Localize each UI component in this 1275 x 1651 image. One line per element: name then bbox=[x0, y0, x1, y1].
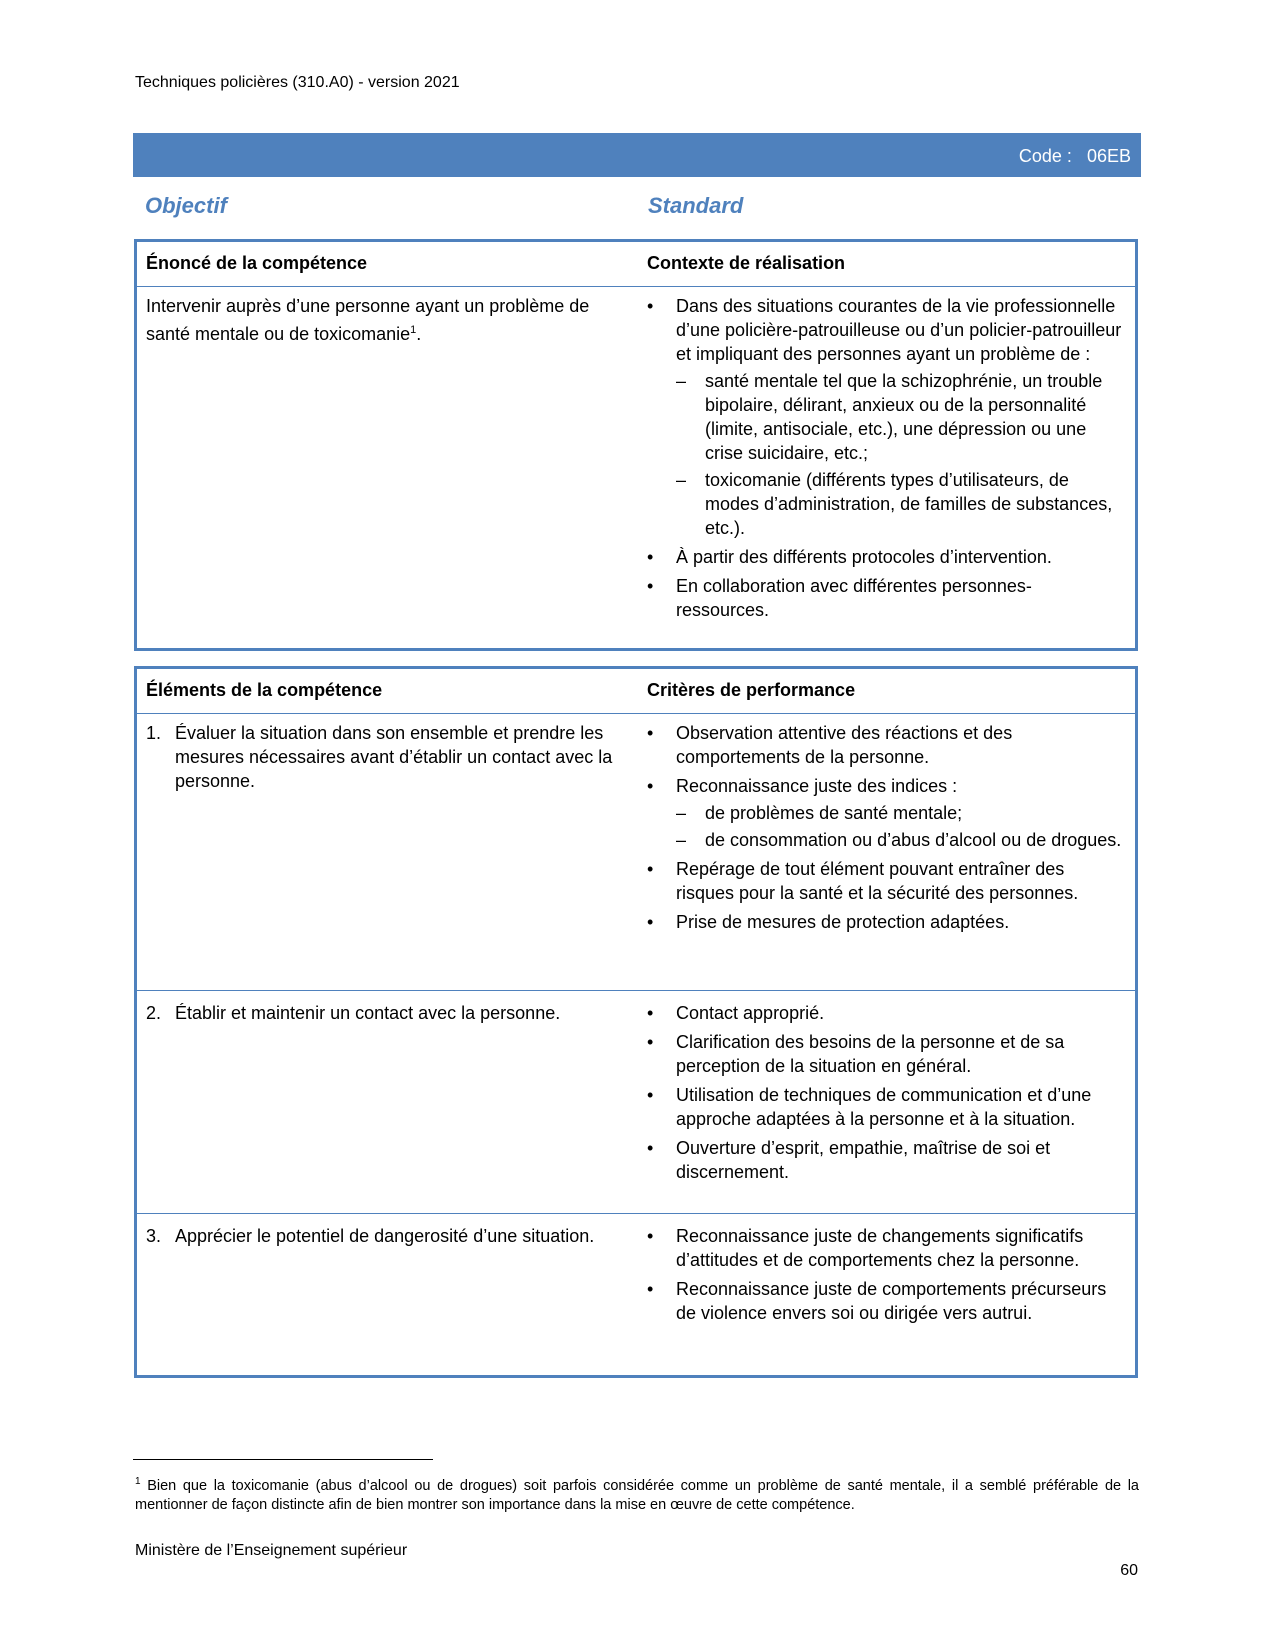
element-text: Apprécier le potentiel de dangerosité d’une situation. bbox=[175, 1226, 595, 1246]
footnote-ref: 1 bbox=[410, 324, 417, 336]
footnote bbox=[135, 1472, 1139, 1515]
row-divider bbox=[137, 990, 1135, 991]
list-item: • Reconnaissance juste de changements significatifs d’attitudes et de comportements chez la personne. bbox=[647, 1224, 1122, 1272]
table-row-element-1 bbox=[146, 721, 616, 793]
competence-table-header bbox=[137, 242, 1135, 287]
list-item: – de consommation ou d’abus d’alcool ou de drogues. bbox=[676, 828, 1122, 852]
section-standard: Standard bbox=[648, 193, 744, 218]
list-item: – de problèmes de santé mentale; bbox=[676, 801, 1122, 825]
competence-statement-text: Intervenir auprès d’une personne ayant un problème de santé mentale ou de toxicomanie bbox=[146, 296, 590, 344]
criteria-list-2 bbox=[647, 1001, 1122, 1189]
element-text: Évaluer la situation dans son ensemble et prendre les mesures nécessaires avant d’établir un contact avec la personne. bbox=[175, 723, 613, 791]
list-item: • En collaboration avec différentes personnes-ressources. bbox=[647, 574, 1122, 622]
list-item: • Prise de mesures de protection adaptées. bbox=[647, 910, 1122, 934]
document-header-title: Techniques policières (310.A0) - version 2021 bbox=[135, 74, 460, 91]
criteria-column-title: Critères de performance bbox=[647, 680, 856, 700]
list-item: • Reconnaissance juste des indices : – de problèmes de santé mentale; – de consommation ou d’abus d’alcool ou de drogues. bbox=[647, 774, 1122, 852]
context-list bbox=[647, 294, 1122, 627]
element-number: 2. bbox=[146, 1003, 162, 1023]
elements-table bbox=[134, 666, 1138, 1378]
list-item: – santé mentale tel que la schizophrénie, un trouble bipolaire, délirant, anxieux ou de la personnalité (limite, antisociale, etc.), une dépression ou une crise suicidaire, etc.; bbox=[676, 369, 1122, 465]
footnote-divider bbox=[133, 1459, 433, 1460]
competency-code bbox=[1019, 146, 1131, 167]
list-item: • Ouverture d’esprit, empathie, maîtrise de soi et discernement. bbox=[647, 1136, 1122, 1184]
context-column-title: Contexte de réalisation bbox=[647, 253, 846, 273]
section-objectif: Objectif bbox=[145, 193, 227, 218]
row-divider bbox=[137, 1213, 1135, 1214]
competence-statement: Intervenir auprès d’une personne ayant un problème de santé mentale ou de toxicomanie$^1$. bbox=[146, 296, 590, 344]
list-item: • Utilisation de techniques de communication et d’une approche adaptées à la personne et à la situation. bbox=[647, 1083, 1122, 1131]
list-item: • Contact approprié. bbox=[647, 1001, 1122, 1025]
list-item: • Dans des situations courantes de la vie professionnelle d’une policière-patrouilleuse ou d’un policier-patrouilleur et impliquant des personnes ayant un problème de : – santé mentale tel que la schizophrénie, un trouble bipolaire, délirant, anxieux ou de la personnalité (limite, antisociale, etc.), une dépression ou une crise suicidaire, etc.; – toxicomanie (différents types d’utilisateurs, de modes d’administration, de familles de substances, etc.). bbox=[647, 294, 1122, 540]
code-banner bbox=[133, 133, 1141, 177]
footer-ministry: Ministère de l’Enseignement supérieur bbox=[135, 1542, 408, 1559]
criteria-list-1 bbox=[647, 721, 1122, 939]
list-item: • Observation attentive des réactions et des comportements de la personne. bbox=[647, 721, 1122, 769]
competence-table bbox=[134, 239, 1138, 651]
element-text: Établir et maintenir un contact avec la personne. bbox=[175, 1003, 561, 1023]
element-number: 3. bbox=[146, 1226, 162, 1246]
code-value: 06EB bbox=[1086, 146, 1131, 166]
list-item: • Reconnaissance juste de comportements précurseurs de violence envers soi ou dirigée vers autrui. bbox=[647, 1277, 1122, 1325]
criteria-list-3 bbox=[647, 1224, 1122, 1330]
elements-column-title: Éléments de la compétence bbox=[146, 680, 383, 700]
elements-table-header bbox=[137, 669, 1135, 714]
table-row-element-2 bbox=[146, 1001, 616, 1025]
list-item: • À partir des différents protocoles d’intervention. bbox=[647, 545, 1122, 569]
table-row-element-3 bbox=[146, 1224, 616, 1248]
footnote-text: Bien que la toxicomanie (abus d’alcool ou de drogues) soit parfois considérée comme un problème de santé mentale, il a semblé préférable de la mentionner de façon distincte afin de bien montrer son importance dans la mise en œuvre de cette compétence. bbox=[135, 1477, 1139, 1513]
list-item: – toxicomanie (différents types d’utilisateurs, de modes d’administration, de familles de substances, etc.). bbox=[676, 468, 1122, 540]
statement-column-title: Énoncé de la compétence bbox=[146, 253, 368, 273]
page-number: 60 bbox=[1120, 1562, 1138, 1579]
footnote-marker: 1 bbox=[135, 1476, 141, 1487]
element-number: 1. bbox=[146, 723, 162, 743]
code-label: Code : bbox=[1018, 146, 1072, 166]
list-item: • Repérage de tout élément pouvant entraîner des risques pour la santé et la sécurité des personnes. bbox=[647, 857, 1122, 905]
list-item: • Clarification des besoins de la personne et de sa perception de la situation en général. bbox=[647, 1030, 1122, 1078]
